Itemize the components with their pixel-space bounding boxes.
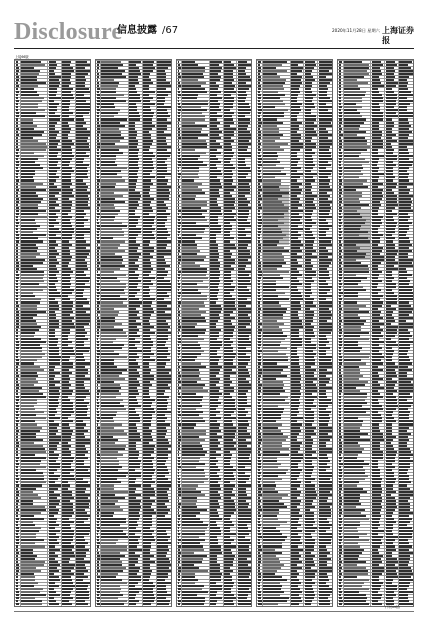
table-column (95, 59, 172, 607)
masthead-brand: Disclosure (14, 19, 123, 45)
table-cell-text (101, 603, 124, 605)
table-cell-text (49, 603, 60, 605)
table-cell-text (76, 603, 88, 605)
issue-date: 2020年11月28日 星期六 (332, 28, 380, 33)
table-cell-text (182, 603, 204, 605)
table-cell-text (238, 603, 251, 605)
header-rule (14, 48, 414, 49)
table-cell-text (143, 603, 151, 605)
table-cell-text (291, 603, 299, 605)
section-title: 信息披露 (117, 25, 157, 36)
table-cell-text (16, 603, 19, 605)
table-cell-text (258, 603, 261, 605)
masthead (14, 18, 414, 46)
table-cell-text (157, 603, 169, 605)
table-cell-text (224, 603, 234, 605)
table-cell-text (129, 603, 135, 605)
continued-from-note: 上接66版 (15, 55, 29, 59)
table-cell-text (210, 603, 216, 605)
page-number: /67 (162, 25, 179, 36)
table-cell-text (305, 603, 311, 605)
table-cell-text (178, 603, 180, 605)
table-cell-text (62, 603, 72, 605)
table-column (176, 59, 253, 607)
table-cell-text (319, 603, 331, 605)
newspaper-name: 上海证券报 (382, 26, 414, 45)
table-column (337, 59, 414, 607)
table-cell-text (97, 603, 100, 605)
table-cell-text (21, 603, 42, 605)
table-cell-text (263, 603, 278, 605)
table-column (14, 59, 91, 607)
dense-text-block (263, 185, 289, 245)
table-column (256, 59, 333, 607)
disclosure-table-grid (14, 59, 414, 609)
